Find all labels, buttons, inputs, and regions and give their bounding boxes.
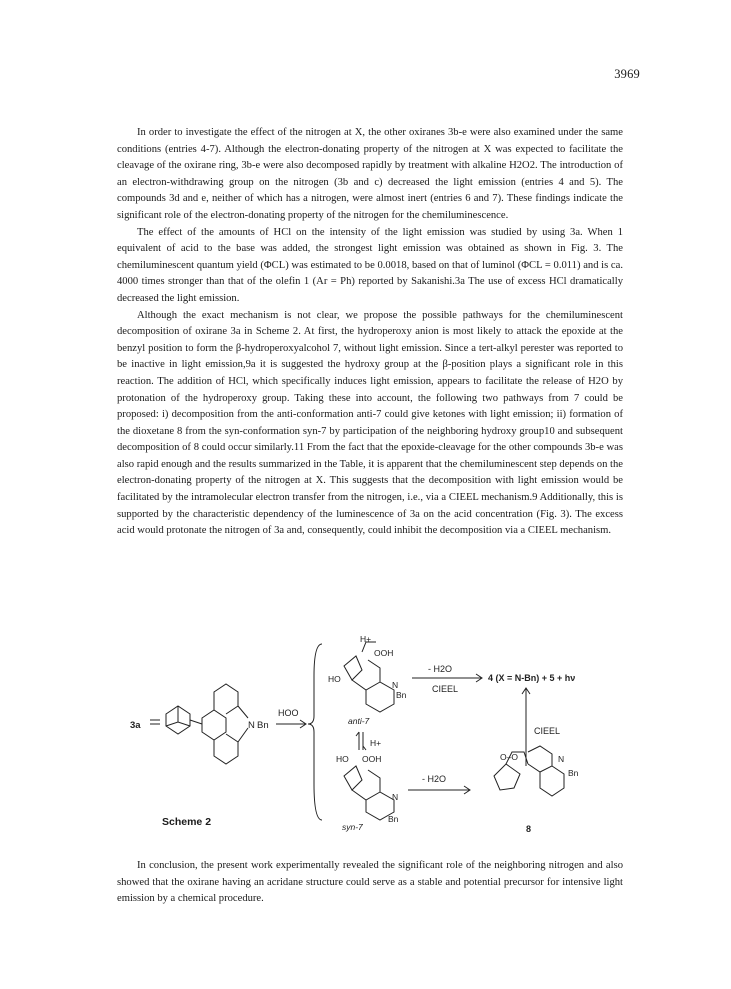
start-compound-label: 3a	[130, 720, 141, 731]
proton-top-label: H+	[360, 636, 372, 644]
scheme-drawing	[130, 636, 610, 846]
paragraph-nitrogen-effect: In order to investigate the effect of the nitrogen at X, the other oxiranes 3b-e were also examined under the same conditions (entries 4-7). Although the electron-donating property of the nitrogen at X was expected to facilitate the cleavage of the oxirane ring, 3b-e were also decomposed rapidly by treatment with alkaline H2O2. The introduction of an electron-withdrawing group on the nitrogen (3b and c) decreased the light emission (entries 4 and 5). The compounds 3d and e, neither of which has a nitrogen, were almost inert (entries 6 and 7). These findings indicate the significant role of the electron-donating property of the nitrogen for the chemiluminescence.	[117, 127, 623, 221]
n-anti-label: N	[392, 680, 399, 690]
reaction-scheme	[130, 636, 610, 846]
n-syn-label: N	[392, 792, 399, 802]
minus-water-bottom-label: - H2O	[422, 774, 447, 784]
proton-mid-label: H+	[370, 738, 382, 748]
products-label: 4 (X = N-Bn) + 5 + hν	[488, 673, 576, 683]
bn-anti-label: Bn	[396, 690, 407, 700]
start-substituent-label: Bn	[257, 720, 269, 731]
dioxetane-oxygen-label: O–O	[500, 752, 518, 762]
anti-7-label: anti-7	[348, 716, 370, 726]
cieel-vertical-label: CIEEL	[534, 726, 561, 736]
minus-water-top-label: - H2O	[428, 664, 453, 674]
n-dioxetane-label: N	[558, 754, 565, 764]
ho-anti-label: HO	[328, 674, 341, 684]
conclusion-text	[117, 858, 623, 908]
bn-dioxetane-label: Bn	[568, 768, 579, 778]
reagent-label: HOO	[278, 708, 299, 718]
body-text	[117, 125, 623, 540]
syn-7-label: syn-7	[342, 822, 363, 832]
bn-syn-label: Bn	[388, 814, 399, 824]
ooh-anti-label: OOH	[374, 648, 394, 658]
ooh-syn-label: OOH	[362, 754, 382, 764]
paragraph-conclusion: In conclusion, the present work experimentally revealed the significant role of the neighboring nitrogen and also showed that the oxirane having an acridane structure could serve as a stable and potential precursor for intensive light emission by a chemical procedure.	[117, 860, 623, 905]
dioxetane-number-label: 8	[526, 824, 532, 834]
paragraph-mechanism: Although the exact mechanism is not clear, we propose the possible pathways for the chemiluminescent decomposition of oxirane 3a in Scheme 2. At first, the hydroperoxy anion is most likely to attack the epoxide at the benzyl position to form the β-hydroperoxyalcohol 7, without light emission. Since a tert-alkyl perester was reported to be inactive in light emission,9a it is suggested the hydroxy group at the β-position plays a significant role in this reaction. The addition of HCl, which specifically induces light emission, appears to facilitate the release of H2O by protonation of the hydroperoxy group. Taking these into account, the following two pathways from 7 could be proposed: i) decomposition from the anti-conformation anti-7 could give ketones with light emission; ii) formation of the dioxetane 8 from the syn-conformation syn-7 by participation of the neighboring hydroxy group10 and subsequent decomposition of 8 could occur similarly.11 From the fact that the epoxide-cleavage for the other compounds 3b-e was also rapid enough and the results summarized in the Table, it is apparent that the chemiluminescent step depends on the electron-donating property of the nitrogen at X. This suggests that the decomposition with light emission would be facilitated by the intramolecular electron transfer from the nitrogen, i.e., via a CIEEL mechanism.9 Additionally, this is supported by the characteristic dependency of the luminescence of 3a on the acid concentration (Fig. 3). The excess acid would protonate the nitrogen of 3a and, consequently, could inhibit the decomposition via a CIEEL mechanism.	[117, 309, 623, 537]
paragraph-hcl-effect: The effect of the amounts of HCl on the intensity of the light emission was studied by using 3a. When 1 equivalent of acid to the base was added, the strongest light emission was obtained as shown in Fig. 3. The chemiluminescent quantum yield (ΦCL) was estimated to be 0.0018, based on that of luminol (ΦCL = 0.011) and is ca. 4000 times stronger than that of the olefin 1 (Ar = Ph) reported by Sakanishi.3a The use of excess HCl dramatically decreased the light emission.	[117, 226, 623, 304]
ho-syn-label: HO	[336, 754, 349, 764]
page-number: 3969	[614, 67, 640, 81]
scheme-caption: Scheme 2	[162, 816, 212, 828]
start-nitrogen-label: N	[248, 720, 255, 731]
cieel-top-label: CIEEL	[432, 684, 459, 694]
